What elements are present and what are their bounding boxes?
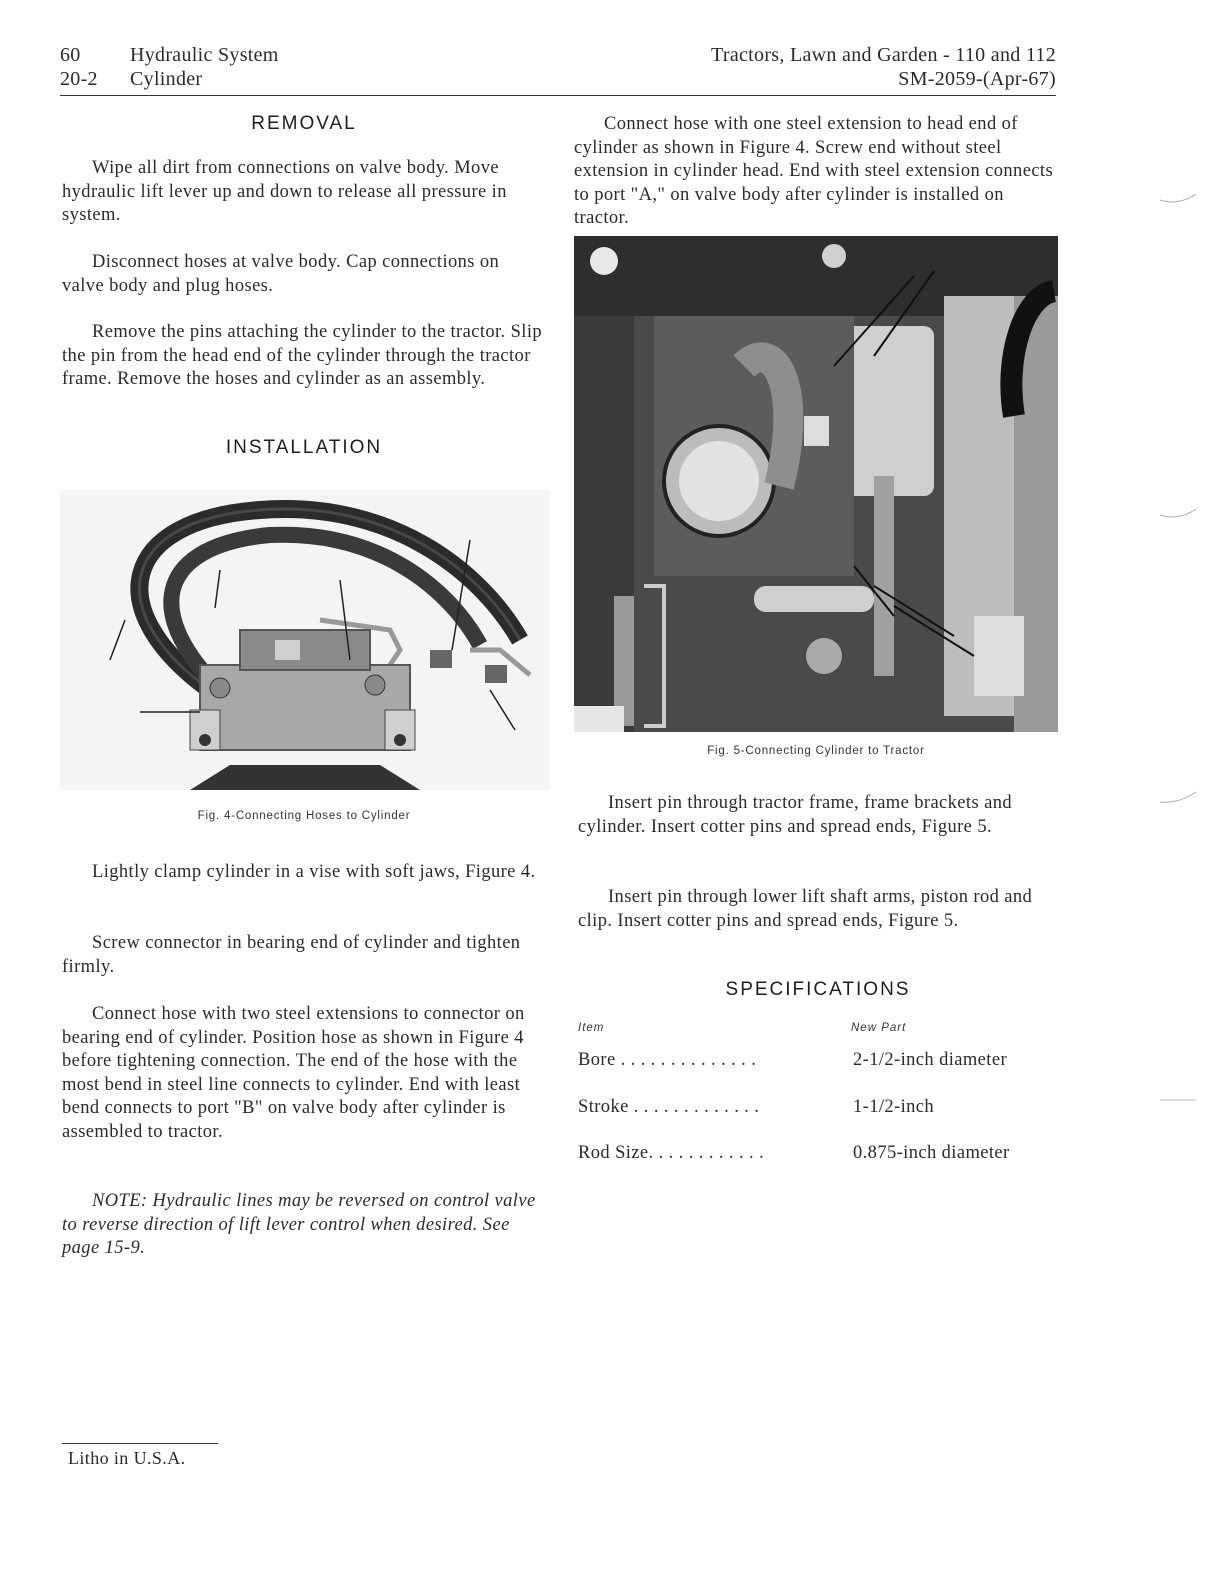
figure-5-photo — [574, 236, 1058, 732]
connect-hose-paragraph: Connect hose with one steel extension to head end of cylinder as shown in Figure 4. Screw end without steel extension in cylinder head. End with steel extension connects to port "A," on valve body after cylinder is installed on tractor. — [574, 114, 1054, 228]
installation-heading: INSTALLATION — [225, 437, 383, 458]
spec-col-item: Item — [578, 1022, 605, 1034]
binder-mark — [1158, 1090, 1198, 1112]
removal-paragraph: Wipe all dirt from connections on valve body. Move hydraulic lift lever up and down to release all pressure in system. — [62, 158, 507, 225]
spec-item: Stroke . . . . . . . . . . . . . — [578, 1097, 760, 1117]
subsection-title: Cylinder — [130, 68, 203, 90]
installation-paragraph: Lightly clamp cylinder in a vise with soft jaws, Figure 4. — [92, 862, 536, 882]
manual-title: Tractors, Lawn and Garden - 110 and 112 — [711, 44, 1056, 66]
figure-5-caption: Fig. 5-Connecting Cylinder to Tractor — [707, 745, 925, 757]
binder-mark — [1158, 790, 1198, 812]
insert-pin-paragraph: Insert pin through tractor frame, frame brackets and cylinder. Insert cotter pins and spread ends, Figure 5. — [578, 793, 1012, 837]
footer-rule — [62, 1443, 218, 1444]
removal-paragraph: Disconnect hoses at valve body. Cap connections on valve body and plug hoses. — [62, 252, 500, 296]
spec-item: Rod Size. . . . . . . . . . . . — [578, 1143, 765, 1163]
header-rule — [60, 95, 1056, 96]
section-title: Hydraulic System — [130, 44, 279, 66]
spec-value: 1-1/2-inch — [853, 1097, 935, 1117]
installation-note: NOTE: Hydraulic lines may be reversed on control valve to reverse direction of lift lever control when desired. See page 15-9. — [62, 1191, 536, 1258]
section-code: 20-2 — [60, 68, 98, 90]
insert-pin-paragraph: Insert pin through lower lift shaft arms, piston rod and clip. Insert cotter pins and spread ends, Figure 5. — [578, 887, 1033, 931]
spec-value: 2-1/2-inch diameter — [853, 1050, 1008, 1070]
spec-value: 0.875-inch diameter — [853, 1143, 1010, 1163]
installation-paragraph: Screw connector in bearing end of cylinder and tighten firmly. — [62, 933, 521, 977]
figure-4-caption: Fig. 4-Connecting Hoses to Cylinder — [197, 810, 411, 822]
litho-note: Litho in U.S.A. — [68, 1448, 186, 1468]
binder-mark — [1158, 190, 1198, 212]
manual-code: SM-2059-(Apr-67) — [898, 68, 1056, 90]
removal-paragraph: Remove the pins attaching the cylinder to the tractor. Slip the pin from the head end of the cylinder through the tractor frame. Remove the hoses and cylinder as an assembly. — [62, 322, 543, 389]
binder-mark — [1158, 505, 1198, 527]
removal-heading: REMOVAL — [251, 113, 357, 134]
spec-item: Bore . . . . . . . . . . . . . . — [578, 1050, 757, 1070]
figure-4-photo — [60, 490, 550, 790]
specifications-heading: SPECIFICATIONS — [725, 979, 911, 1000]
page-number: 60 — [60, 44, 81, 66]
spec-col-new-part: New Part — [851, 1022, 907, 1034]
installation-paragraph: Connect hose with two steel extensions to connector on bearing end of cylinder. Position hose as shown in Figure 4 before tightening connection. The end of the hose with the most bend in steel line connects to cylinder. End with least bend connects to port "B" on valve body after cylinder is assembled to tractor. — [62, 1004, 525, 1142]
